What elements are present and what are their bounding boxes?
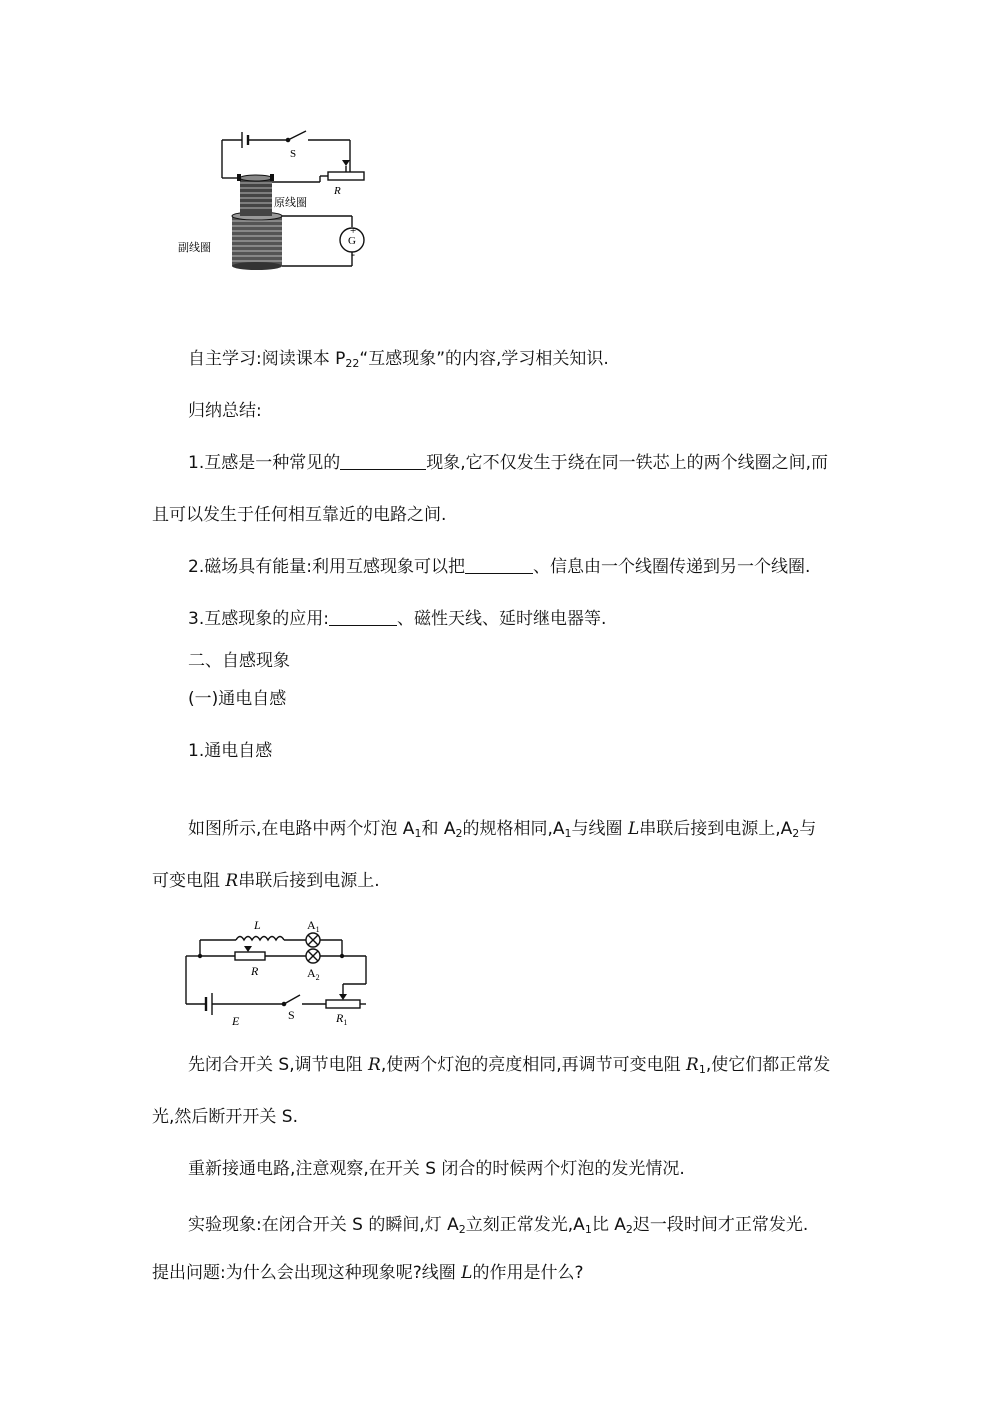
resistor-r-label: R bbox=[251, 964, 259, 978]
subsubsection-heading: 1.通电自感 bbox=[188, 741, 273, 761]
step-1-continued: 光,然后断开开关 S. bbox=[152, 1107, 299, 1127]
section-heading: 二、自感现象 bbox=[188, 651, 290, 671]
plus-sign: + bbox=[350, 225, 357, 237]
self-study-paragraph: 自主学习:阅读课本 $P_{22}“$互感现象”的内容,学习相关知识. bbox=[188, 349, 609, 370]
fill-blank bbox=[465, 557, 533, 574]
rheostat-label: R bbox=[334, 185, 341, 197]
step-2: 重新接通电路,注意观察,在开关 S 闭合的时候两个灯泡的发光情况. bbox=[188, 1159, 685, 1179]
item-2: 2.磁场具有能量:利用互感现象可以把 、信息由一个线圈传递到另一个线圈. bbox=[188, 557, 811, 577]
summary-heading: 归纳总结: bbox=[188, 401, 262, 421]
lamp-a2-label: $A_2$ bbox=[307, 966, 320, 982]
self-induction-circuit-figure bbox=[180, 912, 380, 1030]
mutual-induction-figure bbox=[170, 120, 370, 280]
item-1-continued: 且可以发生于任何相互靠近的电路之间. bbox=[152, 505, 447, 525]
lamp-a1-label: $A_1$ bbox=[307, 918, 320, 934]
fill-blank bbox=[329, 609, 397, 626]
item-3: 3.互感现象的应用: 、磁性天线、延时继电器等. bbox=[188, 609, 607, 629]
fill-blank bbox=[340, 453, 426, 470]
inductor-label: L bbox=[254, 918, 261, 932]
primary-coil-label: 原线圈 bbox=[274, 197, 307, 209]
step-1: 先闭合开关 S,调节电阻 R,使两个灯泡的亮度相同,再调节可变电阻 $R_1$,使它们都正常发 bbox=[188, 1055, 831, 1076]
phenomenon: 实验现象:在闭合开关 S 的瞬间,灯 $A_2$立刻正常发光$,A_1$比 $A_2$迟一段时间才正常发光. bbox=[188, 1215, 809, 1236]
battery-e-label: E bbox=[232, 1014, 240, 1028]
switch-s-label: S bbox=[288, 1008, 295, 1022]
rheostat-r1-label: $R_1$ bbox=[336, 1011, 348, 1027]
minus-sign: - bbox=[351, 247, 355, 261]
secondary-coil-label: 副线圈 bbox=[178, 242, 211, 254]
figure-description-continued: 可变电阻 R串联后接到电源上. bbox=[152, 871, 380, 891]
figure-description: 如图所示,在电路中两个灯泡 $A_1$和 $A_2$的规格相同$,A_1$与线圈 L串联后接到电源上$,A_2$与 bbox=[188, 819, 817, 840]
question: 提出问题:为什么会出现这种现象呢?线圈 L的作用是什么? bbox=[152, 1263, 584, 1283]
galvanometer-label: G bbox=[348, 235, 356, 247]
switch-label: S bbox=[290, 148, 297, 160]
subsection-heading: (一)通电自感 bbox=[188, 689, 287, 709]
item-1: 1.互感是一种常见的 现象,它不仅发生于绕在同一铁芯上的两个线圈之间,而 bbox=[188, 453, 829, 473]
